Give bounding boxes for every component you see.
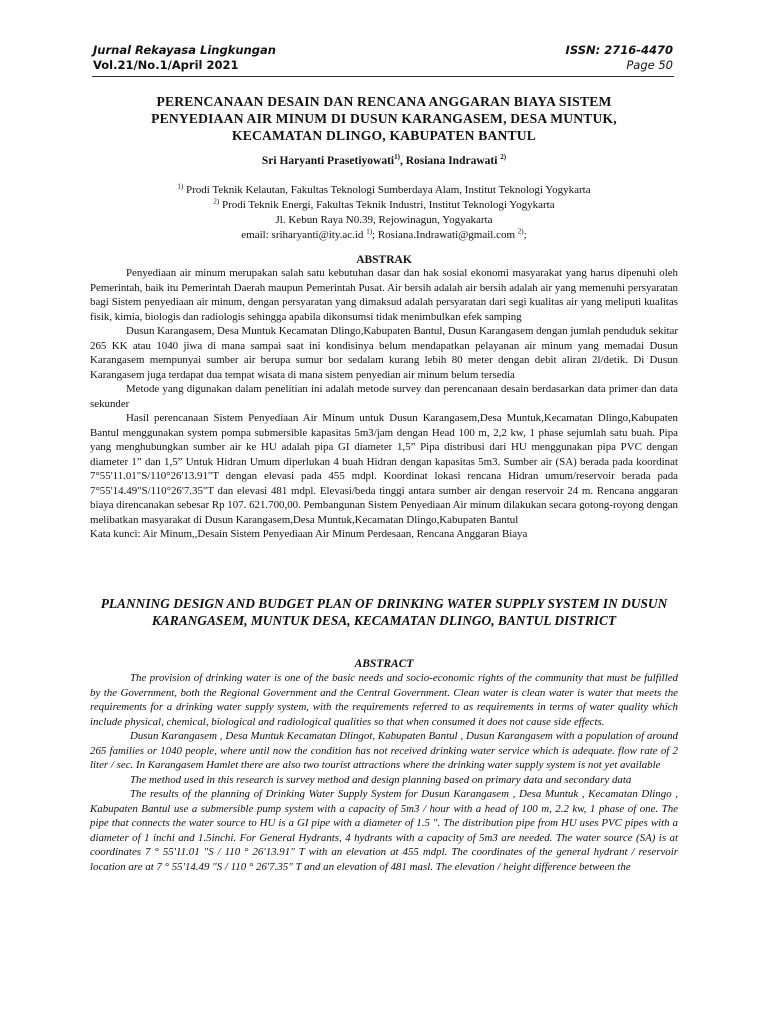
affiliation-1-text: Prodi Teknik Kelautan, Fakultas Teknologi Sumberdaya Alam, Institut Teknologi Yogykarta — [183, 184, 591, 196]
author-1: Sri Haryanti Prasetiyowati — [261, 155, 395, 167]
journal-name: Jurnal Rekayasa Lingkungan — [93, 43, 276, 57]
author-separator: , — [399, 155, 406, 167]
abstrak-paragraph: Metode yang digunakan dalam penelitian ini adalah metode survey dan perencanaan desain berdasarkan data primer dan data sekunder — [90, 383, 678, 410]
email-2: ; Rosiana.Indrawati@gmail.com — [372, 229, 516, 241]
abstrak-body — [90, 266, 678, 542]
affiliations — [90, 183, 678, 243]
author-2-mark: 2) — [500, 153, 507, 162]
abstrak-paragraph: Hasil perencanaan Sistem Penyediaan Air Minum untuk Dusun Karangasem,Desa Muntuk,Kecamatan Dlingo,Kabupaten Bantul menggunakan system pompa submersible kapasitas 5m3/jam dengan Head 100 m, 2,2 kw, 1 phase sejumlah satu buah. Pipa yang menghubungkan sumber air ke HU adalah pipa GI diameter 1,5” Pipa distribusi dari HU menggunakan pipa PVC dengan diameter 1” dan 1,5” Untuk Hidran Umum diperlukan 4 buah Hidran dengan kapasitas 5m3. Sumber air (SA) berada pada koordinat 7°55'11.01"S/110°26'13.91"T dengan elevasi pada 455 mdpl. Koordinat lokasi rencana Hidran umum/reservoir berada pada 7°55'14.49"S/110°26'7.35"T dan elevasi 481 mdpl. Elevasi/beda tinggi antara sumber air dengan reservoir 24 m. Rencana anggaran biaya direncanakan sebesar Rp 107. 621.700,00. Pembangunan Sistem Penyediaan Air minum dilakukan secara gotong-royong dengan melibatkan masyarakat di Dusun Karangasem,Desa Muntuk,Kecamatan Dlingo,Kabupaten Bantul — [90, 412, 678, 526]
page-number: Page 50 — [626, 58, 673, 72]
keywords: Kata kunci: Air Minum,,Desain Sistem Penyediaan Air Minum Perdesaan, Rencana Anggaran Biaya — [90, 528, 528, 540]
affiliation-1-mark: 1) — [177, 182, 184, 191]
email-1-mark: 1) — [366, 227, 373, 236]
abstract-paragraph: The provision of drinking water is one of the basic needs and socio-economic rights of the community that must be fulfilled by the Government, both the Regional Government and the Central Government. Clean water is clean water is water that meets the requirements for a drinking water supply system, with the requirements referred to as requirements in terms of water quality which include physical, chemical, biological and radiological qualities so that when consumed it does not cause side effects. — [90, 672, 678, 728]
email-end: ; — [523, 229, 527, 241]
abstract-paragraph: Dusun Karangasem , Desa Muntuk Kecamatan Dlingot, Kabupaten Bantul , Dusun Karangasem with a population of around 265 families or 1040 people, where until now the condition has not received drinking water service which is adequate. flow rate of 2 liter / sec. In Karangasem Hamlet there are also two tourist attractions where the drinking water supply system is not yet available — [90, 730, 678, 771]
header-divider — [92, 76, 674, 77]
abstract-paragraph: The method used in this research is survey method and design planning based on primary data and secondary data — [130, 773, 632, 786]
affiliation-2-text: Prodi Teknik Energi, Fakultas Teknik Industri, Institut Teknologi Yogykarta — [219, 199, 555, 211]
address: Jl. Kebun Raya N0.39, Rejowinagun, Yogyakarta — [275, 214, 493, 226]
title-english: PLANNING DESIGN AND BUDGET PLAN OF DRINKING WATER SUPPLY SYSTEM IN DUSUN KARANGASEM, MUNTUK DESA, KECAMATAN DLINGO, BANTUL DISTRICT — [100, 596, 668, 628]
header-left — [93, 43, 276, 73]
author-2: Rosiana Indrawati — [405, 155, 498, 167]
header-right — [566, 43, 673, 73]
issn: ISSN: 2716-4470 — [565, 43, 673, 57]
abstrak-heading: ABSTRAK — [356, 254, 412, 266]
email-1: email: sriharyanti@ity.ac.id — [241, 229, 364, 241]
abstrak-paragraph: Dusun Karangasem, Desa Muntuk Kecamatan Dlingo,Kabupaten Bantul, Dusun Karangasem dengan jumlah penduduk sekitar 265 KK atau 1040 jiwa di mana sampai saat ini kondisinya belum mendapatkan pelayanan air minum yang memadai Dusun Karangasem mempunyai sumber air berupa sumur bor sedalam kurang lebih 80 meter dengan debit aliran 2l/detik. Di Dusun Karangasem juga terdapat dua tempat wisata di mana sistem penyedian air minum belum tersedia — [90, 325, 678, 381]
abstract-body — [90, 671, 678, 874]
abstract-heading: ABSTRACT — [354, 658, 414, 670]
title-indonesian: PERENCANAAN DESAIN DAN RENCANA ANGGARAN BIAYA SISTEM PENYEDIAAN AIR MINUM DI DUSUN KARANGASEM, DESA MUNTUK, KECAMATAN DLINGO, KABUPATEN BANTUL — [151, 94, 617, 143]
affiliation-2 — [90, 198, 678, 213]
affiliation-1 — [90, 183, 678, 198]
email-2-mark: 2) — [517, 227, 524, 236]
author-1-mark: 1) — [394, 153, 400, 162]
email-line — [90, 228, 678, 243]
abstract-paragraph: The results of the planning of Drinking Water Supply System for Dusun Karangasem , Desa Muntuk , Kecamatan Dlingo , Kabupaten Bantul use a submersible pump system with a capacity of 5m3 / hour with a head of 100 m, 2.2 kw, 1 phase of one. The pipe that connects the water source to HU is a GI pipe with a diameter of 1.5 ". The distribution pipe from HU uses PVC pipes with a diameter of 1 inchi and 1.5inchi. For General Hydrants, 4 hydrants with a capacity of 5m3 are needed. The water source (SA) is at coordinates 7 ° 55'11.01 "S / 110 ° 26'13.91" T with an elevation at 455 mdpl. The coordinates of the general hydrant / reservoir location are at 7 ° 55'14.49 "S / 110 ° 26'7.35" T and an elevation of 481 masl. The elevation / height difference between the — [90, 788, 678, 873]
volume-info: Vol.21/No.1/April 2021 — [93, 58, 239, 72]
authors — [90, 155, 678, 167]
affiliation-2-mark: 2) — [213, 197, 220, 206]
abstrak-paragraph: Penyediaan air minum merupakan salah satu kebutuhan dasar dan hak sosial ekonomi masyarakat yang harus dipenuhi oleh Pemerintah, baik itu Pemerintah Daerah maupun Pemerintah Pusat. Air bersih adalah air bersih adalah air yang memenuhi persyaratan bagi Sistem penyediaan air minum, dengan persyaratan yang dimaksud adalah persyaratan dari segi kualitas air yang meliputi kualitas fisik, kimia, biologis dan radiologis sehingga apabila dikonsumsi tidak menimbulkan efek samping — [90, 267, 678, 323]
